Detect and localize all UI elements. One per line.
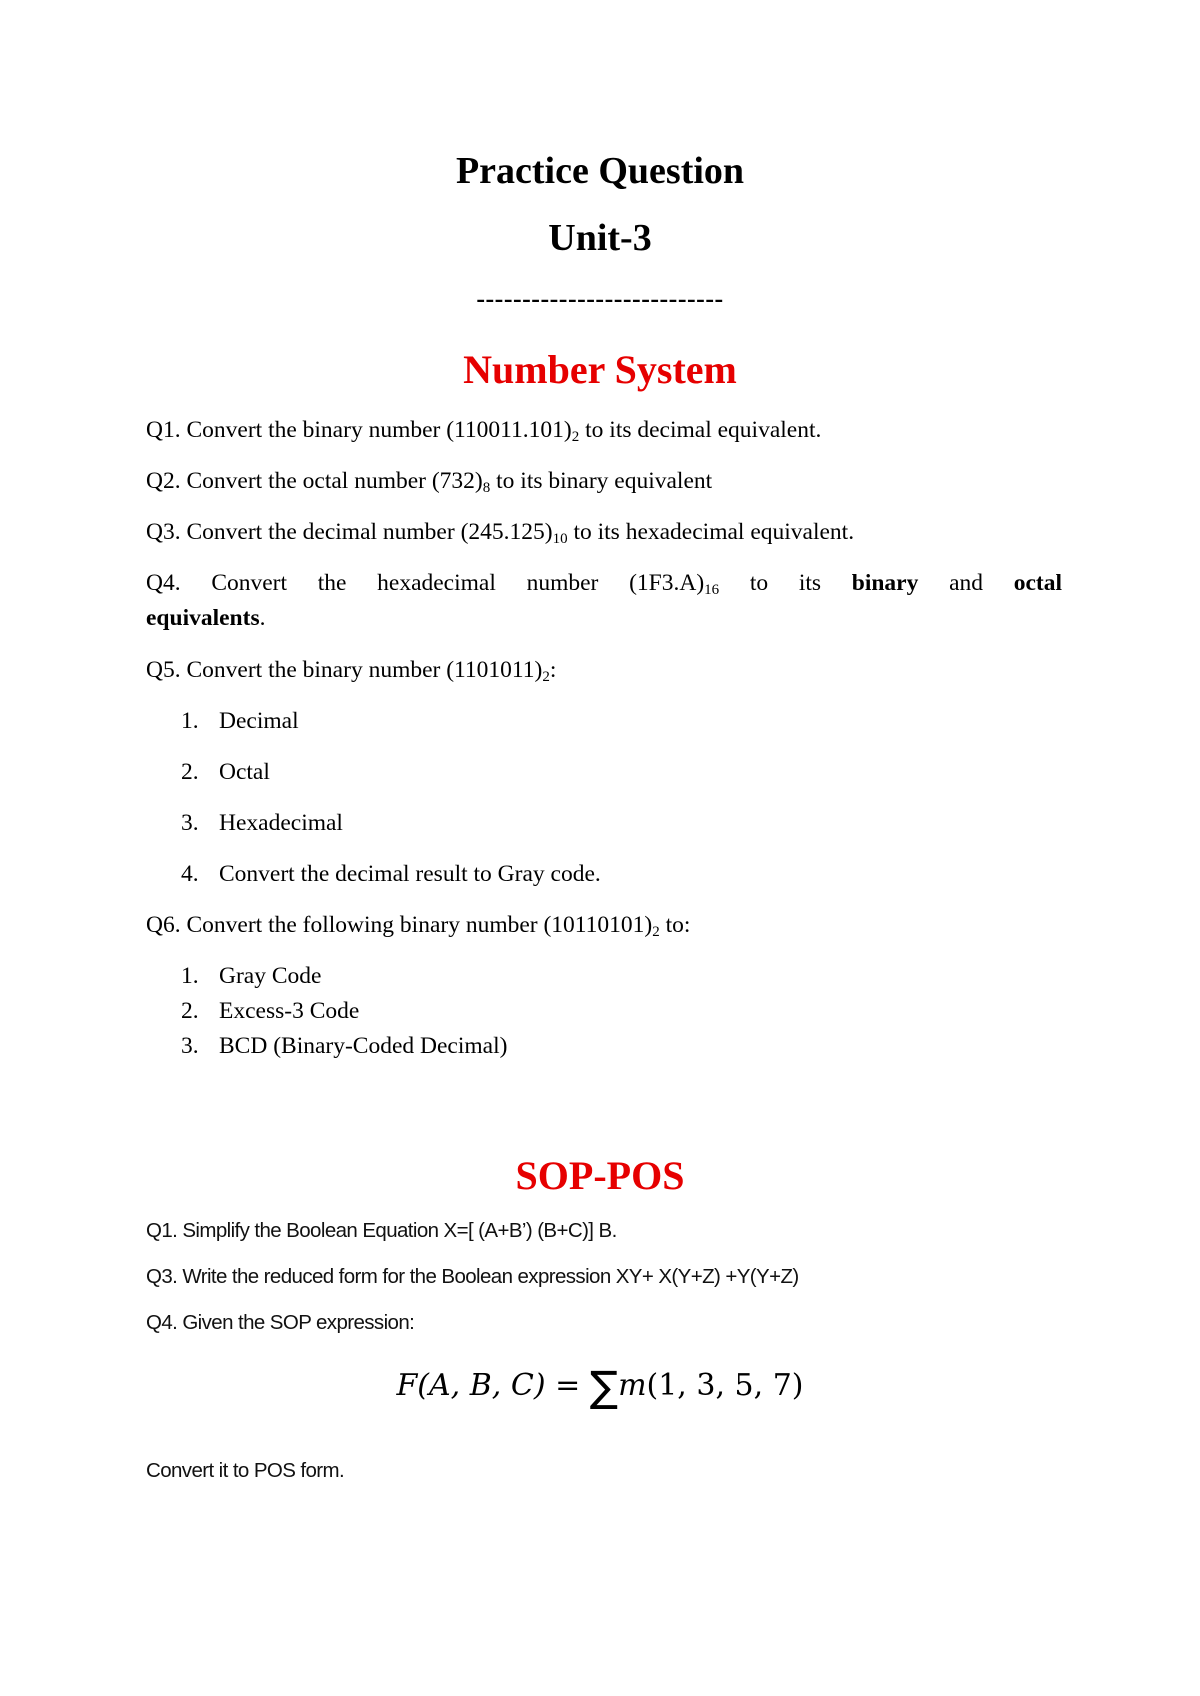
list-item: 3. Hexadecimal	[181, 810, 343, 836]
list-item: 3. BCD (Binary-Coded Decimal)	[181, 1033, 508, 1059]
list-item: 1. Gray Code	[181, 963, 322, 989]
formula-lhs: F(A, B, C)	[396, 1368, 546, 1403]
formula-args: (1, 3, 5, 7)	[646, 1368, 804, 1403]
ns-q6-base: 2	[652, 924, 660, 940]
ns-q4-mid: to its	[719, 570, 852, 596]
ns-q1-tail: to its decimal equivalent.	[579, 417, 822, 443]
ns-q6-tail: to:	[659, 912, 691, 938]
ns-q4-equivalents: equivalents	[146, 605, 260, 631]
ns-q2-label: Q2	[146, 468, 175, 494]
ns-q3-tail: to its hexadecimal equivalent.	[567, 519, 855, 545]
sop-q1: Q1. Simplify the Boolean Equation X=[ (A+B’) (B+C)] B.	[146, 1219, 617, 1242]
ns-q5	[146, 656, 1062, 685]
ns-q4-line1	[146, 566, 1062, 601]
ns-q3-label: Q3	[146, 519, 175, 545]
ns-q6-text: . Convert the following binary number (10110101)	[174, 912, 653, 938]
ns-q5-text: . Convert the binary number (1101011)	[174, 657, 543, 683]
ns-q6-label: Q6	[146, 912, 175, 938]
summation-icon: ∑	[589, 1362, 619, 1411]
ns-q6	[146, 911, 1062, 940]
document-title: Practice Question	[455, 150, 745, 192]
ns-q5-label: Q5	[146, 657, 175, 683]
ns-q4-and: and	[918, 570, 1014, 596]
ns-q4-text: . Convert the hexadecimal number (1F3.A)	[174, 570, 705, 596]
ns-q1-base: 2	[571, 429, 580, 445]
list-item: 2. Excess-3 Code	[181, 998, 360, 1024]
ns-q5-base: 2	[542, 669, 550, 685]
ns-q3-text: . Convert the decimal number (245.125)	[174, 519, 553, 545]
ns-q5-tail: :	[549, 657, 557, 683]
number-system-heading: Number System	[463, 347, 737, 392]
ns-q2	[146, 467, 1062, 496]
ns-q4	[146, 566, 1062, 636]
ns-q4-binary: binary	[851, 570, 919, 596]
sop-q4: Q4. Given the SOP expression:	[146, 1311, 415, 1334]
list-item: 1. Decimal	[181, 708, 299, 734]
ns-q1	[146, 416, 1062, 445]
ns-q4-base: 16	[704, 582, 720, 598]
sop-q3: Q3. Write the reduced form for the Boolean expression XY+ X(Y+Z) +Y(Y+Z)	[146, 1265, 799, 1288]
ns-q2-base: 8	[482, 480, 491, 496]
ns-q4-octal: octal	[1013, 570, 1063, 596]
list-item: 2. Octal	[181, 759, 270, 785]
title-divider: ---------------------------	[476, 284, 724, 313]
ns-q4-label: Q4	[146, 570, 175, 596]
sop-formula	[0, 1362, 1200, 1411]
ns-q1-text: . Convert the binary number (110011.101)	[174, 417, 572, 443]
sop-pos-heading: SOP-POS	[515, 1153, 685, 1198]
ns-q2-text: . Convert the octal number (732)	[174, 468, 483, 494]
formula-equals: =	[545, 1368, 590, 1403]
list-item: 4. Convert the decimal result to Gray code.	[181, 861, 601, 887]
formula-minterm: m	[618, 1368, 647, 1403]
ns-q3	[146, 518, 1062, 547]
ns-q2-tail: to its binary equivalent	[490, 468, 713, 494]
sop-instruction: Convert it to POS form.	[146, 1459, 345, 1482]
ns-q3-base: 10	[552, 531, 568, 547]
ns-q4-end: .	[259, 605, 266, 631]
ns-q1-label: Q1	[146, 417, 175, 443]
unit-title: Unit-3	[548, 217, 652, 259]
